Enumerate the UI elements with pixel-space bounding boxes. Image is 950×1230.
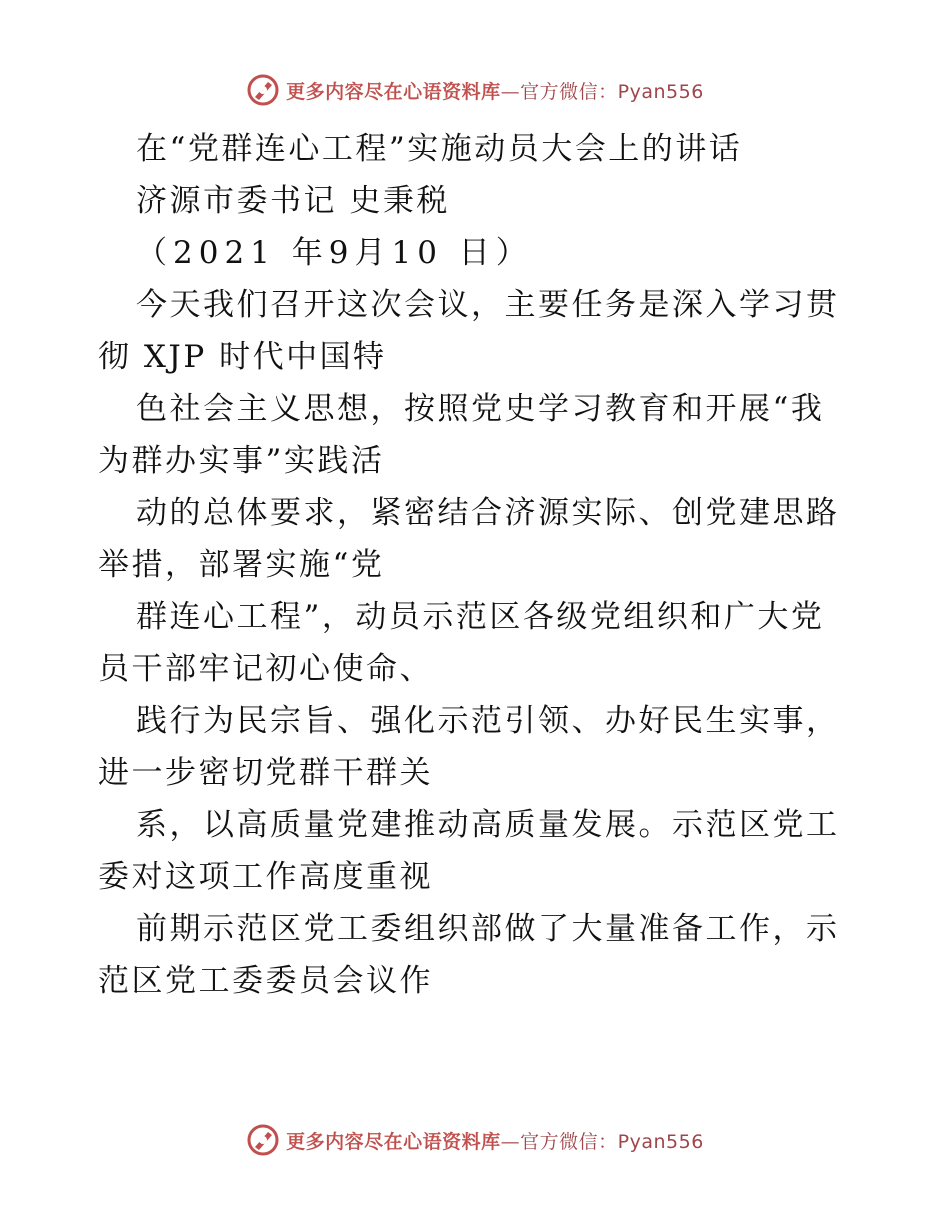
paragraph-line: 员干部牢记初心使命、 <box>98 651 433 687</box>
paragraph-line: 系，以高质量党建推动高质量发展。示范区党工 <box>136 807 840 843</box>
watermark-dash: — <box>500 1130 521 1153</box>
document-date: （2021 年9月10 日） <box>136 235 533 271</box>
paragraph-line: 为群办实事”实践活 <box>98 443 385 479</box>
document-title: 在“党群连心工程”实施动员大会上的讲话 <box>136 131 743 167</box>
watermark-brand: 更多内容尽在心语资料库 <box>286 1130 501 1153</box>
document-body <box>98 123 858 1007</box>
watermark-contact: 官方微信：Pyan556 <box>520 80 704 103</box>
paragraph-line: 践行为民宗旨、强化示范引领、办好民生实事， <box>136 703 840 739</box>
paragraph-line: 今天我们召开这次会议，主要任务是深入学习贯 <box>136 287 840 323</box>
header-watermark <box>0 70 950 110</box>
paragraph-line: 动的总体要求，紧密结合济源实际、创党建思路 <box>136 495 840 531</box>
paragraph-line: 范区党工委委员会议作 <box>98 963 433 999</box>
pen-seal-icon <box>246 73 280 107</box>
paragraph-line: 彻 XJP 时代中国特 <box>98 339 387 375</box>
paragraph-line: 色社会主义思想，按照党史学习教育和开展“我 <box>136 391 825 427</box>
paragraph-line: 委对这项工作高度重视 <box>98 859 433 895</box>
pen-seal-icon <box>246 1123 280 1157</box>
paragraph-line: 进一步密切党群干群关 <box>98 755 433 791</box>
paragraph-line: 前期示范区党工委组织部做了大量准备工作，示 <box>136 911 840 947</box>
watermark-contact: 官方微信：Pyan556 <box>520 1130 704 1153</box>
watermark-dash: — <box>500 80 521 103</box>
paragraph-line: 群连心工程”，动员示范区各级党组织和广大党 <box>136 599 825 635</box>
paragraph-line: 举措，部署实施“党 <box>98 547 385 583</box>
footer-watermark <box>0 1120 950 1160</box>
watermark-brand: 更多内容尽在心语资料库 <box>286 80 501 103</box>
document-author: 济源市委书记 史秉税 <box>136 183 450 219</box>
